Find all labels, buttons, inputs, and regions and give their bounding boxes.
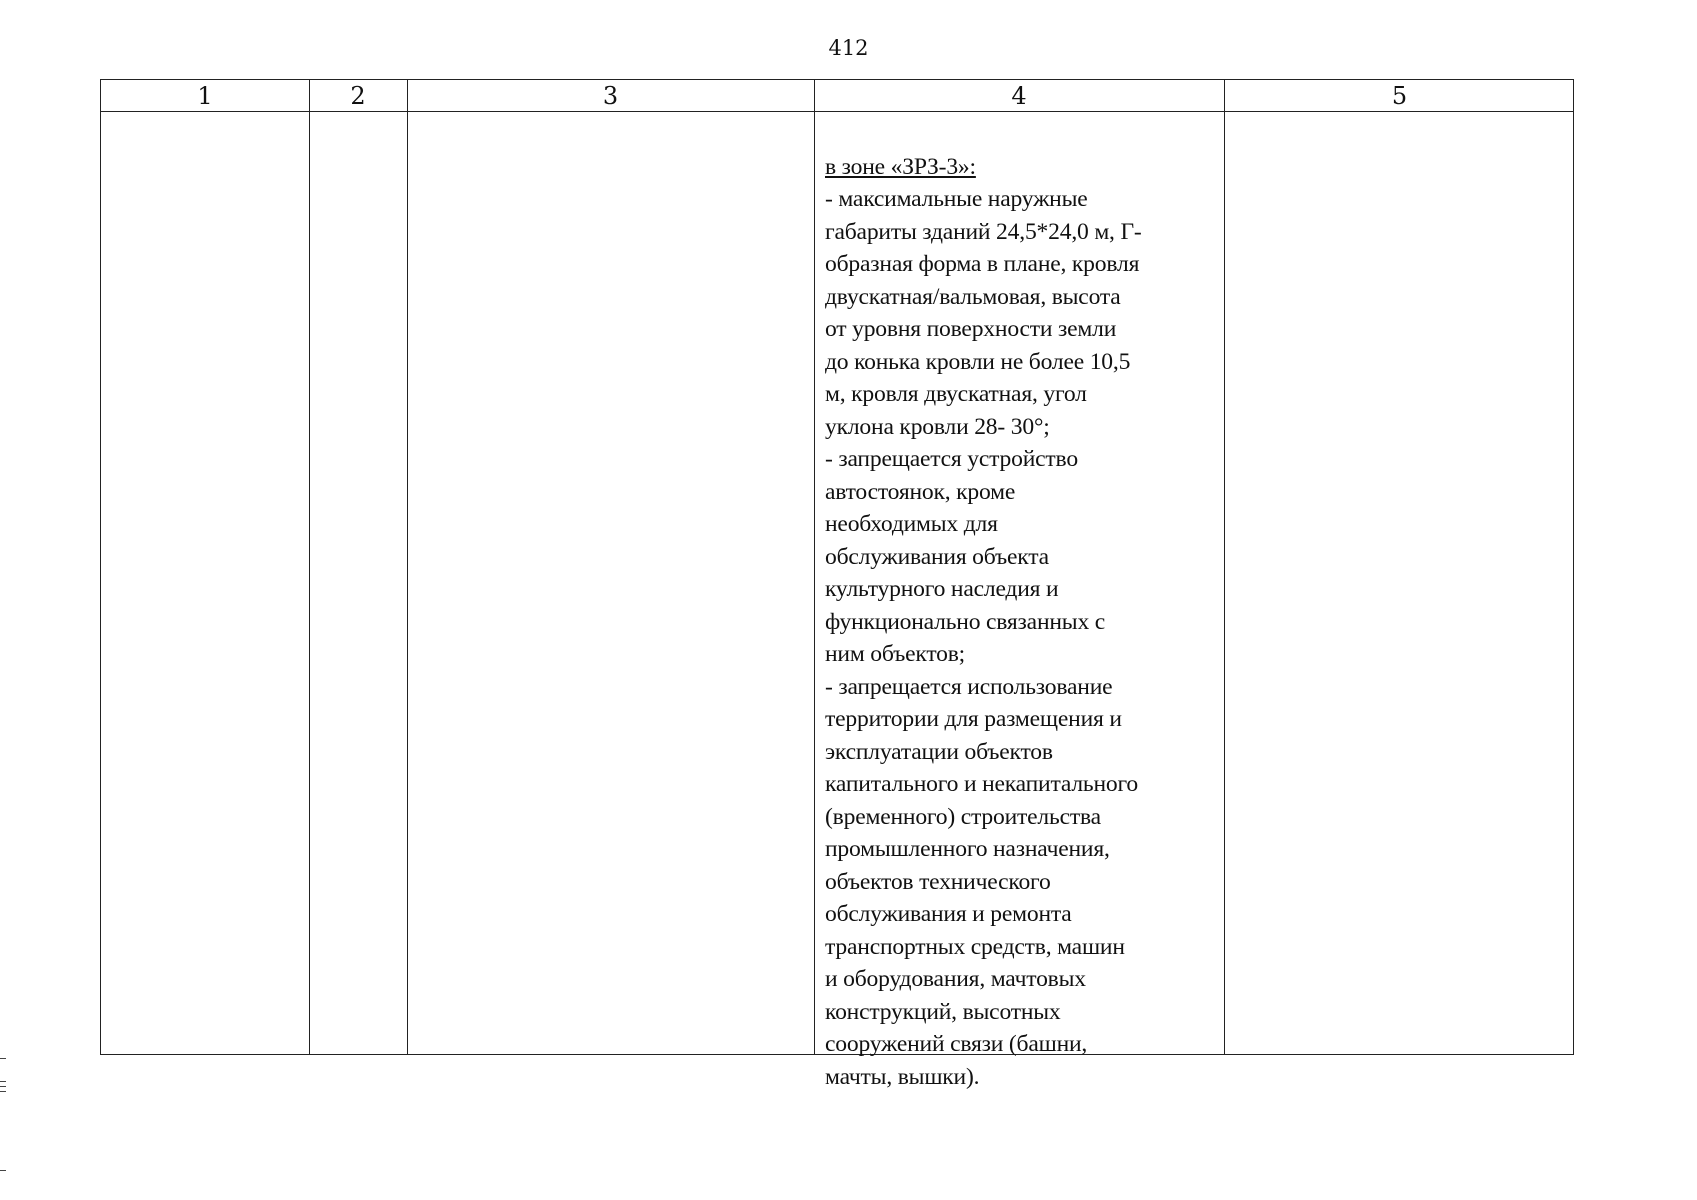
table-cell-col4 — [825, 118, 1221, 1093]
scan-margin-mark — [0, 1170, 6, 1171]
column-header-5: 5 — [1391, 82, 1408, 110]
page-number: 412 — [828, 36, 869, 60]
column-header-2: 2 — [350, 82, 366, 110]
column-header-1: 1 — [197, 82, 213, 110]
zone-label: в зоне «ЗРЗ-3»: — [825, 153, 976, 180]
scan-margin-mark — [0, 1091, 6, 1092]
column-header-3: 3 — [602, 82, 619, 110]
regulation-text: - максимальные наружные габариты зданий 24,5*24,0 м, Г- образная форма в плане, кровля двускатная/вальмовая, высота от уровня поверхности земли до конька кровли не более 10,5 м, кровля двускатная, угол уклона кровли 28- 30°; - запрещается устройство автостоянок, кроме необходимых для обслуживания объекта культурного наследия и функционально связанных с ним объектов; - запрещается использование территории для размещения и эксплуатации объектов капитального и некапитального (временного) строительства промышленного назначения, объектов технического обслуживания и ремонта транспортных средств, машин и оборудования, мачтовых конструкций, высотных сооружений связи (башни, мачты, вышки). — [825, 186, 1142, 1090]
scan-margin-mark — [0, 1081, 6, 1082]
table-header-row — [101, 80, 1573, 112]
column-header-4: 4 — [1011, 82, 1027, 110]
column-divider — [407, 80, 408, 1054]
regulations-table — [100, 79, 1574, 1090]
column-divider — [309, 80, 310, 1054]
scan-margin-mark — [0, 1058, 6, 1059]
column-divider — [1224, 80, 1225, 1054]
scan-margin-mark — [0, 1086, 6, 1087]
column-divider — [814, 80, 815, 1054]
